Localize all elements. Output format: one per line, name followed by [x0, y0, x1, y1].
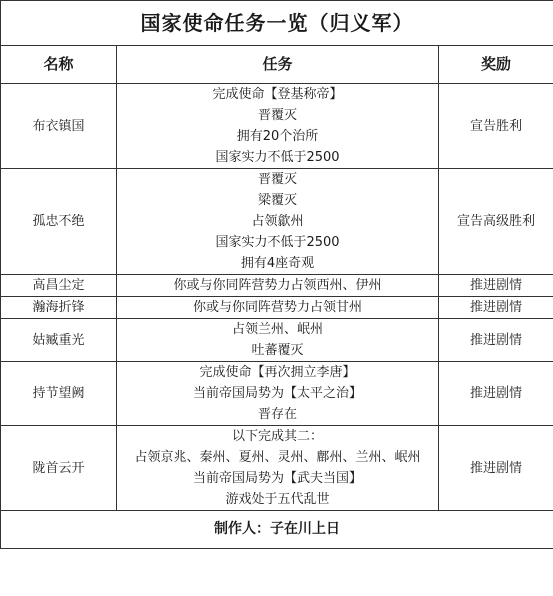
mission-reward: 推进剧情	[439, 426, 553, 511]
mission-reward: 宣告胜利	[439, 84, 553, 169]
mission-tasks	[117, 275, 439, 297]
mission-name: 孤忠不绝	[1, 169, 117, 275]
task-line: 晋覆灭	[257, 108, 297, 123]
mission-tasks	[117, 362, 439, 426]
table-row	[1, 426, 553, 511]
table-row	[1, 362, 553, 426]
author-credit: 制作人：子在川上日	[1, 511, 553, 549]
table-row	[1, 319, 553, 362]
task-line: 晋存在	[257, 407, 297, 422]
mission-rows	[1, 84, 553, 511]
task-line: 当前帝国局势为【武夫当国】	[192, 471, 362, 486]
task-line: 国家实力不低于2500	[215, 150, 340, 165]
task-line: 拥有20个治所	[236, 129, 319, 144]
mission-tasks	[117, 426, 439, 511]
table-row	[1, 84, 553, 169]
mission-reward: 推进剧情	[439, 362, 553, 426]
mission-reward: 推进剧情	[439, 319, 553, 362]
task-line: 完成使命【登基称帝】	[212, 87, 343, 102]
task-line: 你或与你同阵营势力占领甘州	[192, 300, 362, 315]
task-line: 梁覆灭	[257, 193, 297, 208]
header-name: 名称	[1, 46, 117, 84]
table-row	[1, 275, 553, 297]
task-line: 当前帝国局势为【太平之治】	[192, 386, 362, 401]
header-task: 任务	[117, 46, 439, 84]
table-row	[1, 169, 553, 275]
mission-name: 瀚海折锋	[1, 297, 117, 319]
mission-name: 高昌尘定	[1, 275, 117, 297]
mission-reward: 宣告高级胜利	[439, 169, 553, 275]
mission-name: 布衣镇国	[1, 84, 117, 169]
task-line: 完成使命【再次拥立李唐】	[199, 365, 356, 380]
mission-name: 姑臧重光	[1, 319, 117, 362]
task-line: 国家实力不低于2500	[215, 235, 340, 250]
task-line: 你或与你同阵营势力占领西州、伊州	[173, 278, 382, 293]
mission-tasks	[117, 319, 439, 362]
mission-tasks	[117, 169, 439, 275]
mission-tasks	[117, 297, 439, 319]
mission-tasks	[117, 84, 439, 169]
mission-reward: 推进剧情	[439, 275, 553, 297]
task-line: 游戏处于五代乱世	[225, 492, 330, 507]
task-line: 以下完成其二：	[231, 429, 323, 444]
task-line: 拥有4座奇观	[240, 256, 315, 271]
table-row	[1, 297, 553, 319]
task-line: 占领京兆、秦州、夏州、灵州、鄜州、兰州、岷州	[134, 450, 421, 465]
task-line: 吐蕃覆灭	[251, 343, 304, 358]
header-reward: 奖励	[439, 46, 553, 84]
task-line: 占领歙州	[251, 214, 304, 229]
task-line: 占领兰州、岷州	[231, 322, 323, 337]
table-title: 国家使命任务一览（归义军）	[1, 1, 553, 46]
mission-name: 持节望阙	[1, 362, 117, 426]
mission-reward: 推进剧情	[439, 297, 553, 319]
task-line: 晋覆灭	[257, 172, 297, 187]
mission-name: 陇首云开	[1, 426, 117, 511]
